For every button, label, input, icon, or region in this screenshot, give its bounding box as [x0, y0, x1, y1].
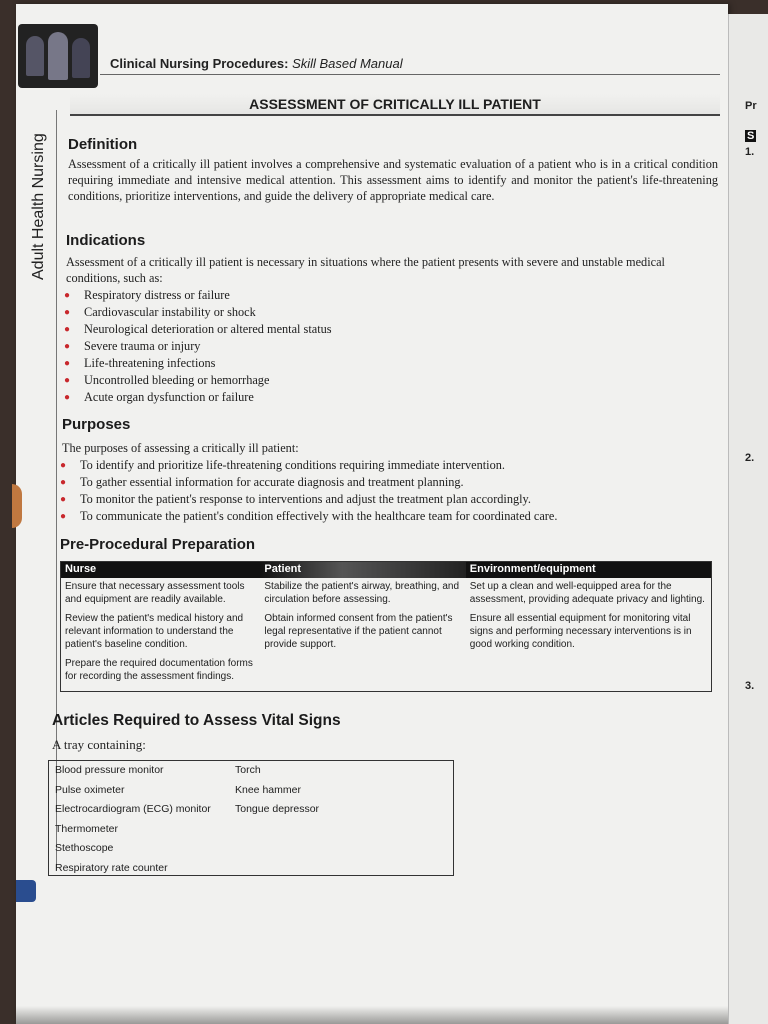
- list-item: ● To communicate the patient's condition effectively with the healthcare team for coordinated care.: [60, 508, 710, 525]
- list-item: ● To identify and prioritize life-threatening conditions requiring immediate intervention.: [60, 457, 710, 474]
- pre-procedural-heading: Pre-Procedural Preparation: [60, 536, 256, 553]
- table-cell: Review the patient's medical history and relevant information to understand the patient's baseline condition.: [65, 613, 244, 650]
- running-head-title: Clinical Nursing Procedures:: [110, 56, 289, 71]
- list-item: Electrocardiogram (ECG) monitor: [55, 803, 211, 815]
- list-item: Knee hammer: [235, 783, 301, 796]
- list-item: ● Severe trauma or injury: [64, 338, 664, 355]
- definition-heading: Definition: [68, 136, 138, 153]
- list-item: Torch: [235, 764, 261, 776]
- header-rule: [100, 74, 720, 75]
- list-item: Pulse oximeter: [55, 783, 125, 796]
- purposes-list: [60, 457, 710, 525]
- list-item: ● Uncontrolled bleeding or hemorrhage: [64, 372, 664, 389]
- table-cell: Prepare the required documentation forms for recording the assessment findings.: [65, 658, 253, 682]
- patient-column: [260, 578, 465, 691]
- list-item: ● Neurological deterioration or altered mental status: [64, 321, 664, 338]
- table-cell: Ensure all essential equipment for monitoring vital signs and performing necessary interventions is in good working condition.: [469, 613, 692, 650]
- table-cell: Obtain informed consent from the patient's legal representative if the patient cannot provide support.: [264, 613, 453, 650]
- table-header-row: [61, 562, 711, 578]
- table-cell: Ensure that necessary assessment tools and equipment are readily available.: [65, 581, 245, 605]
- tray-list-right: [235, 761, 319, 820]
- articles-intro: A tray containing:: [52, 737, 146, 752]
- list-item: ● Acute organ dysfunction or failure: [64, 389, 664, 406]
- indications-intro: Assessment of a critically ill patient is necessary in situations where the patient presents with severe and unstable medical conditions, such as:: [66, 255, 665, 285]
- page-title: ASSESSMENT OF CRITICALLY ILL PATIENT: [70, 94, 720, 116]
- next-page-fragment: S: [747, 130, 755, 142]
- table-cell: Set up a clean and well-equipped area for the assessment, providing adequate privacy and lighting.: [469, 581, 705, 605]
- running-head-subtitle: Skill Based Manual: [292, 56, 403, 71]
- adjacent-page-edge: [728, 14, 768, 1024]
- list-item: Tongue depressor: [235, 803, 320, 815]
- next-page-fragment: 3.: [745, 680, 755, 692]
- pre-procedural-table: [60, 561, 712, 692]
- list-item: ● Respiratory distress or failure: [64, 287, 664, 304]
- purposes-intro: The purposes of assessing a critically ill patient:: [62, 441, 299, 455]
- page-edge-mark: [12, 484, 22, 528]
- indications-list: [64, 287, 664, 406]
- table-cell: Stabilize the patient's airway, breathing, and circulation before assessing.: [264, 581, 460, 605]
- side-section-label: Adult Health Nursing: [30, 133, 47, 280]
- list-item: ● Life-threatening infections: [64, 355, 664, 372]
- list-item: Respiratory rate counter: [55, 861, 168, 874]
- table-row: [61, 578, 711, 691]
- list-item: Thermometer: [55, 822, 119, 835]
- running-head: [110, 56, 403, 71]
- list-item: Blood pressure monitor: [55, 764, 164, 776]
- list-item: ● Cardiovascular instability or shock: [64, 304, 664, 321]
- list-item: Stethoscope: [55, 842, 114, 854]
- tray-list-left: [55, 761, 211, 878]
- articles-heading: Articles Required to Assess Vital Signs: [52, 712, 341, 729]
- purposes-heading: Purposes: [62, 416, 131, 433]
- nurse-column: [61, 578, 260, 691]
- indications-heading: Indications: [66, 232, 146, 249]
- definition-text: Assessment of a critically ill patient involves a comprehensive and systematic evaluation of a patient who is in a critical condition requiring immediate and intensive medical attention. This assessment aims to identify and monitor the patient's life-threatening conditions, prioritize interventions, and guide the delivery of appropriate medical care.: [68, 157, 718, 203]
- side-rule: [56, 110, 57, 870]
- list-item: ● To monitor the patient's response to interventions and adjust the treatment plan accordingly.: [60, 491, 710, 508]
- page-bottom-shadow: [16, 1006, 728, 1024]
- list-item: ● To gather essential information for accurate diagnosis and treatment planning.: [60, 474, 710, 491]
- tray-articles-box: [48, 760, 454, 876]
- page-number-tab: [16, 880, 36, 902]
- column-header-nurse: Nurse: [65, 563, 97, 575]
- environment-column: [466, 578, 711, 691]
- next-page-fragment: 2.: [745, 452, 755, 464]
- next-page-fragment: 1.: [745, 146, 755, 158]
- column-header-environment: Environment/equipment: [469, 563, 596, 575]
- column-header-patient: Patient: [260, 562, 465, 578]
- next-page-fragment: Pr: [745, 100, 757, 112]
- chapter-header-photo: [18, 24, 98, 88]
